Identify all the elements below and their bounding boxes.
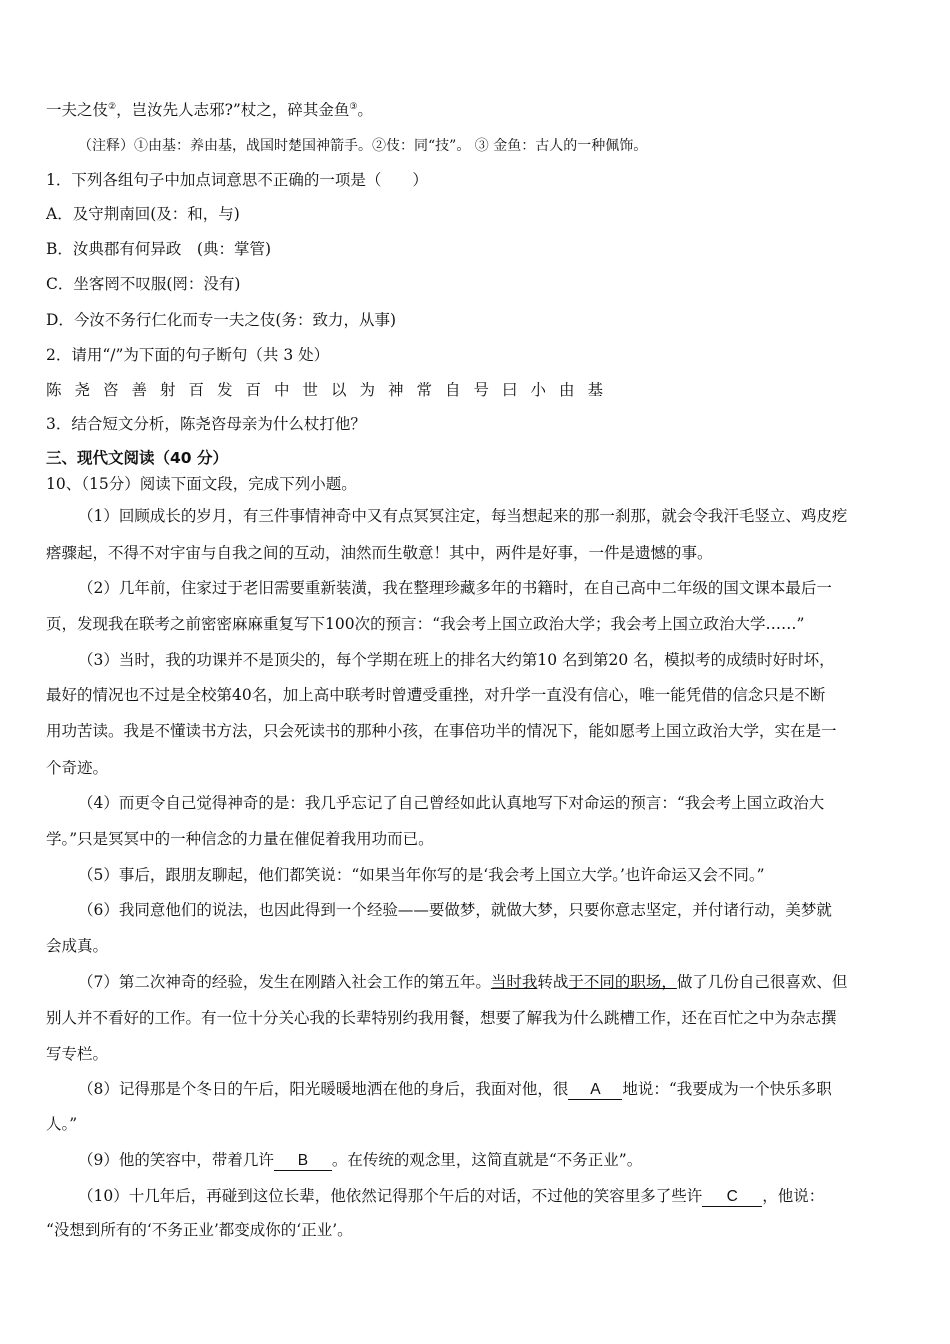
section-heading: 三、现代文阅读（40 分）	[46, 449, 228, 467]
text-run: （7）第二次神奇的经验，发生在刚踏入社会工作的第五年。	[78, 973, 491, 991]
classical-text-line	[46, 99, 906, 121]
text-run: 。在传统的观念里，这简直就是“不务正业”。	[331, 1151, 643, 1169]
fill-blank-b: B	[274, 1152, 332, 1171]
question-1-option-c: C．坐客罔不叹服(罔：没有)	[46, 275, 241, 293]
passage-line	[78, 1078, 908, 1100]
question-1-option-a: A．及守荆南回(及：和，与)	[46, 205, 240, 223]
passage-line: （4）而更令自己觉得神奇的是：我几乎忘记了自己曾经如此认真地写下对命运的预言：“我会考上国立政治大	[78, 794, 825, 812]
passage-line	[78, 1185, 908, 1207]
passage-line: （6）我同意他们的说法，也因此得到一个经验——要做梦，就做大梦，只要你意志坚定，并付诸行动，美梦就	[78, 901, 832, 919]
passage-line	[78, 971, 908, 993]
passage-line: 会成真。	[46, 937, 109, 955]
passage-line: 人。”	[46, 1115, 78, 1133]
footnote-marker: ②	[108, 101, 117, 112]
underlined-text: 于不同的职场，	[568, 973, 677, 991]
text-run: 做了几份自己很喜欢、但	[676, 973, 848, 991]
passage-line: 别人并不看好的工作。有一位十分关心我的长辈特别约我用餐，想要了解我为什么跳槽工作，还在百忙之中为杂志撰	[46, 1009, 837, 1027]
text-run: 。	[357, 101, 373, 119]
fill-blank-a: A	[568, 1081, 622, 1100]
text-run: ，岂汝先人志邪?”杖之，碎其金鱼	[116, 101, 350, 119]
question-3: 3．结合短文分析，陈尧咨母亲为什么杖打他？	[46, 415, 366, 433]
text-run: 一夫之伎	[46, 101, 109, 119]
text-run: 转战	[537, 973, 569, 991]
text-run: （8）记得那是个冬日的午后，阳光暖暖地洒在他的身后，我面对他，很	[78, 1080, 569, 1098]
text-run: （10）十几年后，再碰到这位长辈，他依然记得那个午后的对话，不过他的笑容里多了些许	[78, 1187, 703, 1205]
section-intro: 10、（15分）阅读下面文段，完成下列小题。	[46, 475, 357, 493]
footnote-marker: ③	[349, 101, 358, 112]
passage-line: “没想到所有的‘不务正业’都变成你的‘正业’。	[46, 1221, 353, 1239]
passage-line: 学。”只是冥冥中的一种信念的力量在催促着我用功而已。	[46, 830, 434, 848]
passage-line: 个奇迹。	[46, 759, 109, 777]
underlined-text: 当时我	[490, 973, 538, 991]
passage-line: （5）事后，跟朋友聊起，他们都笑说：“如果当年你写的是‘我会考上国立大学。’也许命运又会不同。”	[78, 866, 765, 884]
question-2-sentence: 陈尧咨善射百发百中世以为神常自号曰小由基	[46, 381, 617, 399]
question-2: 2．请用“/”为下面的句子断句（共 3 处）	[46, 346, 330, 364]
passage-line: 写专栏。	[46, 1045, 109, 1063]
question-1-option-b: B．汝典郡有何异政 (典：掌管)	[46, 240, 271, 258]
fill-blank-c: C	[702, 1188, 762, 1207]
passage-line: （2）几年前，住家过于老旧需要重新装潢，我在整理珍藏多年的书籍时，在自己高中二年级的国文课本最后一	[78, 579, 832, 597]
passage-line: 瘩骤起，不得不对宇宙与自我之间的互动，油然而生敬意！其中，两件是好事，一件是遗憾的事。	[46, 544, 713, 562]
text-run: ，他说：	[762, 1187, 825, 1205]
text-run: （9）他的笑容中，带着几许	[78, 1151, 274, 1169]
text-run: 地说：“我要成为一个快乐多职	[622, 1080, 832, 1098]
passage-line: （3）当时，我的功课并不是顶尖的，每个学期在班上的排名大约第10 名到第20 名，模拟考的成绩时好时坏，	[78, 651, 835, 669]
passage-line: 用功苦读。我是不懂读书方法，只会死读书的那种小孩，在事倍功半的情况下，能如愿考上国立政治大学，实在是一	[46, 722, 837, 740]
passage-line: （1）回顾成长的岁月，有三件事情神奇中又有点冥冥注定，每当想起来的那一刹那，就会令我汗毛竖立、鸡皮疙	[78, 507, 848, 525]
annotation: （注释）①由基：养由基，战国时楚国神箭手。②伎：同“技”。 ③ 金鱼：古人的一种佩饰。	[78, 138, 648, 154]
question-1-option-d: D．今汝不务行仁化而专一夫之伎(务：致力，从事)	[46, 311, 397, 329]
passage-line	[78, 1149, 908, 1171]
passage-line: 页，发现我在联考之前密密麻麻重复写下100次的预言：“我会考上国立政治大学；我会考上国立政治大学……”	[46, 615, 805, 633]
passage-line: 最好的情况也不过是全校第40名，加上高中联考时曾遭受重挫，对升学一直没有信心，唯一能凭借的信念只是不断	[46, 686, 826, 704]
question-1: 1．下列各组句子中加点词意思不正确的一项是（ ）	[46, 171, 428, 189]
